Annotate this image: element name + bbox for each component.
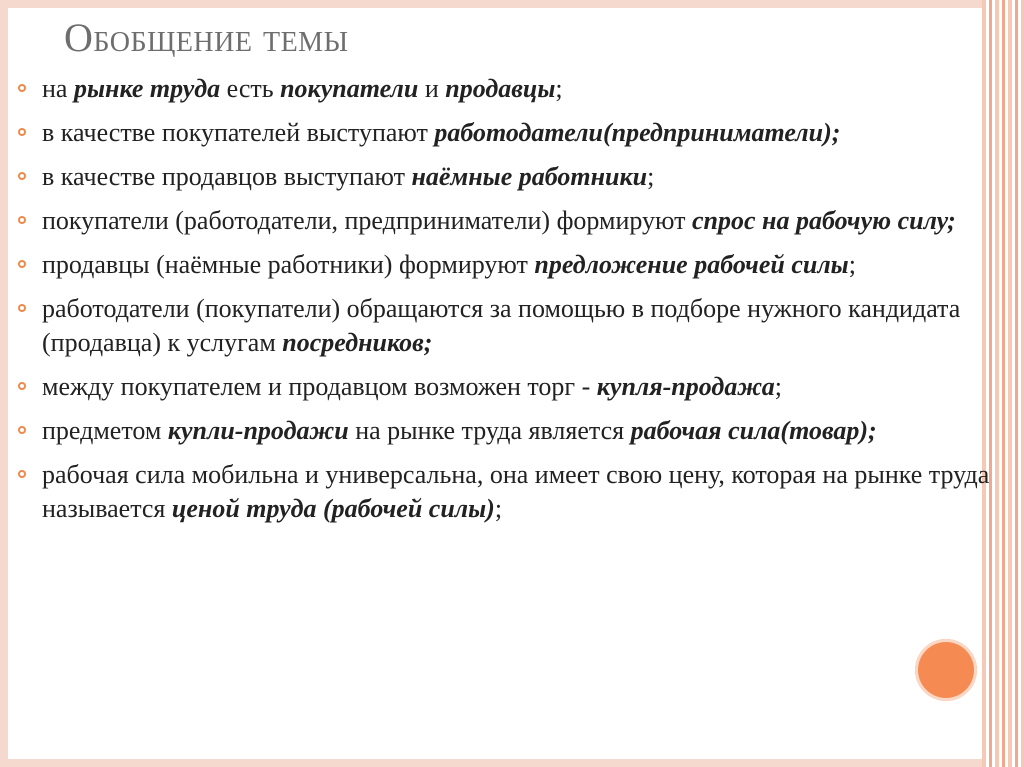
bullet-icon bbox=[18, 128, 26, 136]
bullet-icon bbox=[18, 470, 26, 478]
item-text: на рынке труда является bbox=[348, 416, 631, 445]
bullet-icon bbox=[18, 172, 26, 180]
item-text: между покупателем и продавцом возможен торг - bbox=[42, 372, 597, 401]
bullet-list bbox=[18, 72, 1018, 536]
emphasis-text: рабочая сила(товар); bbox=[630, 416, 877, 445]
item-text: и bbox=[418, 74, 446, 103]
emphasis-text: ценой труда (рабочей силы) bbox=[171, 494, 495, 523]
list-item bbox=[18, 116, 1018, 150]
item-text: рабочая сила мобильна и универсальна, она имеет свою цену, которая на рынке труда называется bbox=[42, 460, 990, 523]
bullet-icon bbox=[18, 426, 26, 434]
item-text: покупатели (работодатели, предприниматели) формируют bbox=[42, 206, 692, 235]
list-item bbox=[18, 72, 1018, 106]
bullet-icon bbox=[18, 304, 26, 312]
emphasis-text: спрос на рабочую силу; bbox=[692, 206, 956, 235]
item-text: ; bbox=[494, 494, 503, 523]
emphasis-text: предложение рабочей силы bbox=[534, 250, 849, 279]
list-item bbox=[18, 292, 1018, 360]
list-item bbox=[18, 458, 1018, 526]
item-text: на bbox=[42, 74, 74, 103]
emphasis-text: наёмные работники bbox=[411, 162, 648, 191]
item-text: работодатели (покупатели) обращаются за помощью в подборе нужного кандидата (продавца) к услугам bbox=[42, 294, 961, 357]
item-text: ; bbox=[555, 74, 563, 103]
emphasis-text: покупатели bbox=[280, 74, 419, 103]
emphasis-text: продавцы bbox=[445, 74, 556, 103]
item-text: продавцы (наёмные работники) формируют bbox=[42, 250, 535, 279]
item-text: ; bbox=[647, 162, 655, 191]
emphasis-text: купля-продажа bbox=[596, 372, 775, 401]
item-text: в качестве покупателей выступают bbox=[42, 118, 435, 147]
bullet-icon bbox=[18, 84, 26, 92]
emphasis-text: работодатели(предприниматели); bbox=[434, 118, 841, 147]
slide-title: Обобщение темы bbox=[64, 15, 349, 60]
item-text: ; bbox=[774, 372, 782, 401]
item-text: предметом bbox=[42, 416, 168, 445]
emphasis-text: рынке труда bbox=[73, 74, 221, 103]
decorative-circle bbox=[915, 639, 977, 701]
list-item bbox=[18, 160, 1018, 194]
bullet-icon bbox=[18, 382, 26, 390]
list-item bbox=[18, 414, 1018, 448]
bullet-icon bbox=[18, 260, 26, 268]
list-item bbox=[18, 248, 1018, 282]
bullet-icon bbox=[18, 216, 26, 224]
list-item bbox=[18, 204, 1018, 238]
emphasis-text: посредников; bbox=[282, 328, 433, 357]
item-text: ; bbox=[848, 250, 856, 279]
item-text: есть bbox=[220, 74, 281, 103]
item-text: в качестве продавцов выступают bbox=[42, 162, 412, 191]
emphasis-text: купли-продажи bbox=[167, 416, 349, 445]
list-item bbox=[18, 370, 1018, 404]
